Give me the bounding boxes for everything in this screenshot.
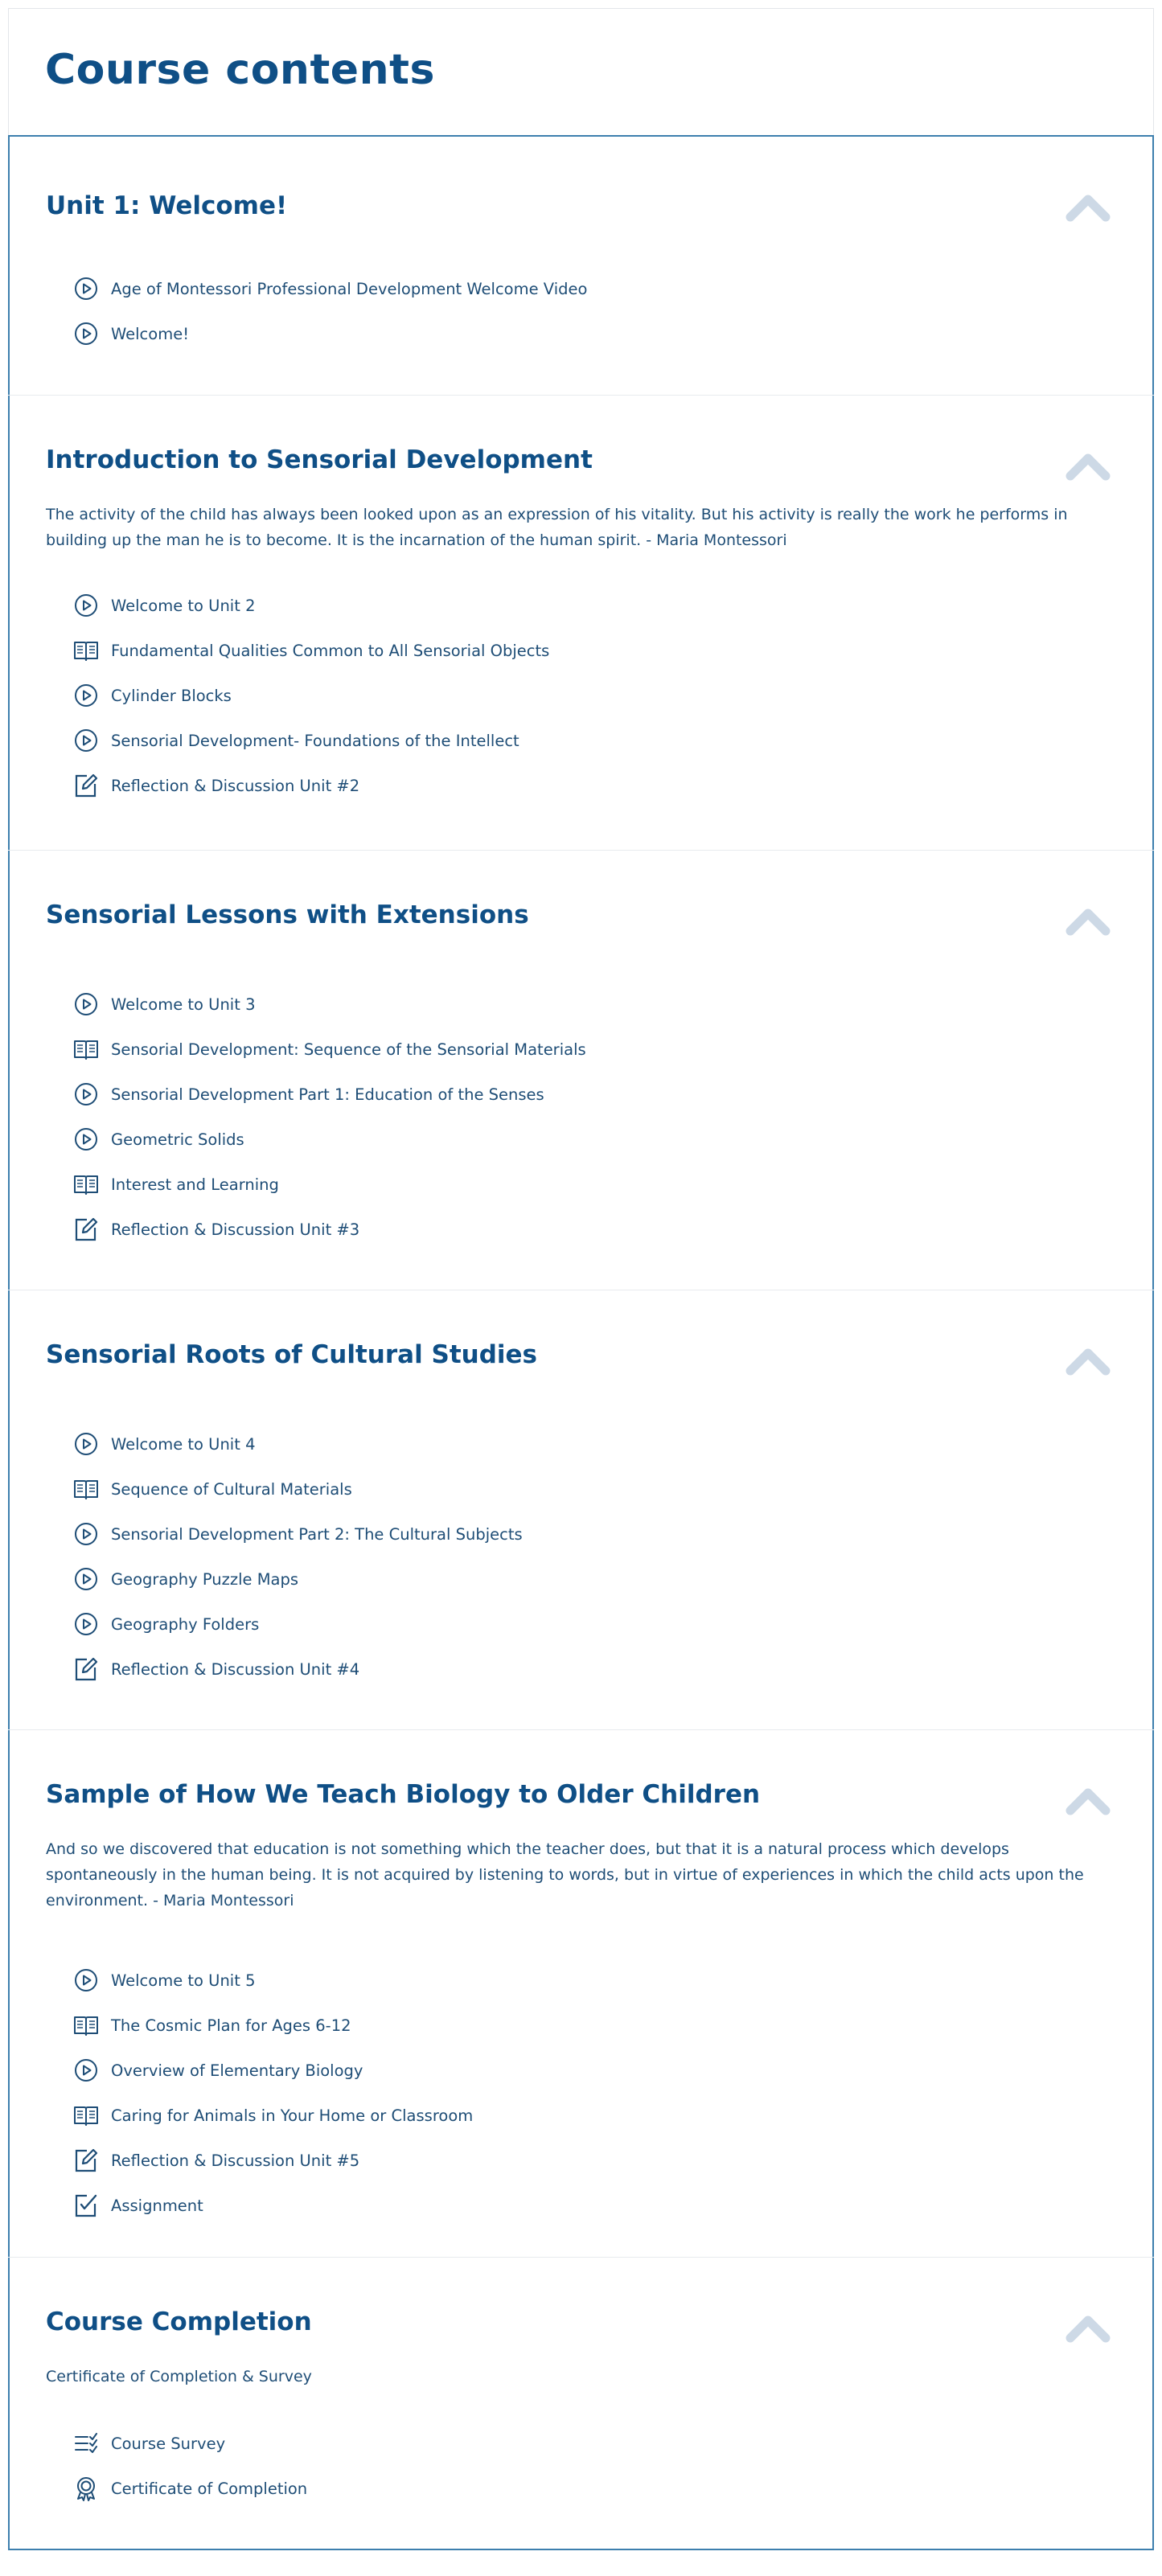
unit-section xyxy=(8,137,1154,396)
certificate-icon xyxy=(72,2475,100,2502)
collapse-chevron-icon[interactable] xyxy=(1066,193,1111,222)
lesson-item[interactable] xyxy=(72,1125,244,1154)
unit-title[interactable]: Sensorial Roots of Cultural Studies xyxy=(46,1340,537,1369)
lesson-label[interactable]: Assignment xyxy=(111,2196,203,2215)
lesson-label[interactable]: Welcome! xyxy=(111,324,190,343)
lesson-label[interactable]: Caring for Animals in Your Home or Classroom xyxy=(111,2106,474,2125)
lesson-label[interactable]: Geography Folders xyxy=(111,1614,260,1634)
unit-section xyxy=(8,2258,1154,2549)
play-icon xyxy=(72,1610,100,1638)
play-icon xyxy=(72,1565,100,1593)
lesson-item[interactable] xyxy=(72,2429,225,2458)
course-contents-header xyxy=(8,8,1154,135)
edit-icon xyxy=(72,1655,100,1683)
book-icon xyxy=(72,2102,100,2129)
lesson-label[interactable]: Cylinder Blocks xyxy=(111,686,232,705)
book-icon xyxy=(72,1475,100,1503)
lesson-item[interactable] xyxy=(72,591,255,620)
lesson-label[interactable]: Certificate of Completion xyxy=(111,2479,308,2498)
lesson-label[interactable]: Age of Montessori Professional Development Welcome Video xyxy=(111,279,588,298)
lesson-item[interactable] xyxy=(72,1655,359,1684)
lesson-item[interactable] xyxy=(72,1565,298,1594)
play-icon xyxy=(72,2057,100,2084)
lesson-item[interactable] xyxy=(72,2474,307,2503)
lesson-item[interactable] xyxy=(72,1520,523,1548)
play-icon xyxy=(72,1126,100,1153)
lesson-label[interactable]: Geometric Solids xyxy=(111,1130,244,1149)
lesson-item[interactable] xyxy=(72,990,255,1019)
unit-section xyxy=(8,396,1154,851)
lesson-item[interactable] xyxy=(72,2011,351,2040)
lesson-label[interactable]: Interest and Learning xyxy=(111,1175,279,1194)
lesson-label[interactable]: Fundamental Qualities Common to All Sensorial Objects xyxy=(111,641,550,660)
lesson-label[interactable]: Course Survey xyxy=(111,2434,226,2453)
unit-section xyxy=(8,1290,1154,1730)
book-icon xyxy=(72,1171,100,1198)
lesson-label[interactable]: Geography Puzzle Maps xyxy=(111,1569,299,1589)
book-icon xyxy=(72,2012,100,2039)
lesson-label[interactable]: Sensorial Development Part 2: The Cultural Subjects xyxy=(111,1524,523,1544)
lesson-item[interactable] xyxy=(72,2056,363,2085)
unit-description: The activity of the child has always been looked upon as an expression of his vitality. But his activity is really the work he performs in building up the man he is to become. It is the incarnation of the human spirit. - Maria Montessori xyxy=(46,506,1068,549)
lesson-label[interactable]: Sensorial Development: Sequence of the Sensorial Materials xyxy=(111,1040,586,1059)
unit-title[interactable]: Course Completion xyxy=(46,2307,312,2336)
lesson-label[interactable]: Welcome to Unit 4 xyxy=(111,1434,256,1454)
lesson-item[interactable] xyxy=(72,1215,359,1244)
unit-title[interactable]: Introduction to Sensorial Development xyxy=(46,445,593,474)
collapse-chevron-icon[interactable] xyxy=(1066,1347,1111,1376)
unit-description: Certificate of Completion & Survey xyxy=(46,2368,312,2385)
lesson-item[interactable] xyxy=(72,771,359,800)
lesson-item[interactable] xyxy=(72,1610,259,1639)
lesson-label[interactable]: Reflection & Discussion Unit #3 xyxy=(111,1220,360,1239)
edit-icon xyxy=(72,772,100,799)
unit-description: And so we discovered that education is not something which the teacher does, but that it is a natural process which develops spontaneously in the human being. It is not acquired by listening to words, but in virtue of experiences in which the child acts upon the environment. - Maria Montessori xyxy=(46,1840,1084,1909)
collapse-chevron-icon[interactable] xyxy=(1066,452,1111,481)
lesson-label[interactable]: Welcome to Unit 5 xyxy=(111,1971,256,1990)
lesson-item[interactable] xyxy=(72,1170,279,1199)
play-icon xyxy=(72,1520,100,1548)
play-icon xyxy=(72,275,100,302)
lesson-label[interactable]: The Cosmic Plan for Ages 6-12 xyxy=(111,2016,351,2035)
edit-icon xyxy=(72,2147,100,2174)
collapse-chevron-icon[interactable] xyxy=(1066,2314,1111,2343)
collapse-chevron-icon[interactable] xyxy=(1066,907,1111,936)
unit-title[interactable]: Sample of How We Teach Biology to Older Children xyxy=(46,1780,761,1809)
lesson-item[interactable] xyxy=(72,274,587,303)
play-icon xyxy=(72,320,100,347)
lesson-label[interactable]: Overview of Elementary Biology xyxy=(111,2061,363,2080)
lesson-label[interactable]: Welcome to Unit 3 xyxy=(111,995,256,1014)
edit-icon xyxy=(72,1216,100,1243)
play-icon xyxy=(72,1967,100,1994)
lesson-label[interactable]: Reflection & Discussion Unit #5 xyxy=(111,2151,360,2170)
page-title: Course contents xyxy=(45,46,435,94)
lesson-label[interactable]: Sequence of Cultural Materials xyxy=(111,1479,352,1499)
play-icon xyxy=(72,1430,100,1458)
lesson-item[interactable] xyxy=(72,2101,473,2130)
play-icon xyxy=(72,682,100,709)
unit-section xyxy=(8,1730,1154,2258)
lesson-item[interactable] xyxy=(72,2191,203,2220)
lesson-item[interactable] xyxy=(72,1966,255,1995)
play-icon xyxy=(72,592,100,619)
lesson-item[interactable] xyxy=(72,2146,359,2175)
lesson-label[interactable]: Welcome to Unit 2 xyxy=(111,596,256,615)
unit-title[interactable]: Sensorial Lessons with Extensions xyxy=(46,900,529,929)
collapse-chevron-icon[interactable] xyxy=(1066,1786,1111,1815)
survey-icon xyxy=(72,2430,100,2457)
unit-title[interactable]: Unit 1: Welcome! xyxy=(46,191,288,220)
lesson-label[interactable]: Reflection & Discussion Unit #4 xyxy=(111,1659,360,1679)
lesson-label[interactable]: Reflection & Discussion Unit #2 xyxy=(111,776,360,795)
lesson-item[interactable] xyxy=(72,636,549,665)
unit-section xyxy=(8,851,1154,1290)
lesson-item[interactable] xyxy=(72,1080,544,1109)
book-icon xyxy=(72,1036,100,1063)
play-icon xyxy=(72,1081,100,1108)
assignment-icon xyxy=(72,2192,100,2219)
lesson-item[interactable] xyxy=(72,726,519,755)
lesson-item[interactable] xyxy=(72,319,189,348)
play-icon xyxy=(72,727,100,754)
lesson-item[interactable] xyxy=(72,1430,255,1458)
book-icon xyxy=(72,637,100,664)
lesson-item[interactable] xyxy=(72,681,232,710)
lesson-item[interactable] xyxy=(72,1475,352,1503)
lesson-item[interactable] xyxy=(72,1035,586,1064)
lesson-label[interactable]: Sensorial Development Part 1: Education of the Senses xyxy=(111,1085,544,1104)
play-icon xyxy=(72,991,100,1018)
lesson-label[interactable]: Sensorial Development- Foundations of the Intellect xyxy=(111,731,519,750)
